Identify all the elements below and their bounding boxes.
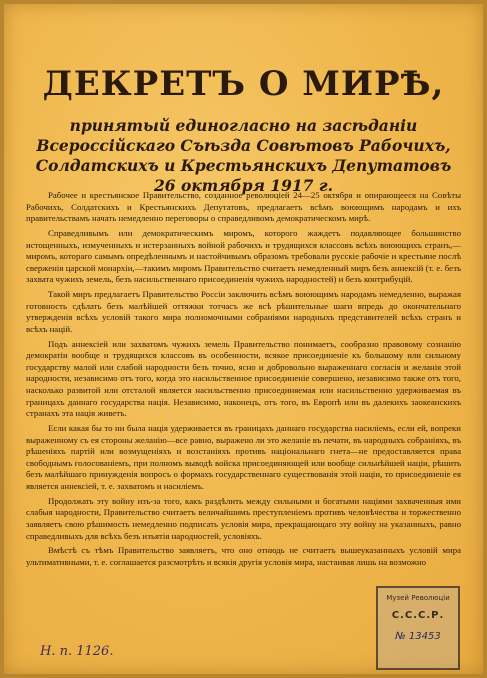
- stamp-line-number: № 13453: [395, 631, 441, 642]
- paragraph: Рабочее и крестьянское Правительство, созданное революціей 24—25 октября и опирающееся на Совѣты Рабочихъ, Солдатскихъ и Крестьянскихъ Депутатовъ, предлагаетъ всѣмъ воюющимъ народамъ и ихъ правительствамъ начать немедленно переговоры о справедливомъ демократическомъ мирѣ.: [26, 190, 461, 224]
- paragraph: Такой миръ предлагаетъ Правительство Россіи заключить всѣмъ воюющимъ народамъ немедленно, выражая готовность сдѣлать безъ малѣйшей оттяжки тотчасъ же всѣ рѣшительные шаги впредь до окончательнаго утвержденія всѣхъ условій такого мира полномочными собраніями народныхъ представителей всѣхъ странъ и всѣхъ націй.: [26, 289, 461, 334]
- decree-body: [26, 190, 461, 572]
- decree-sheet: [4, 4, 483, 674]
- stamp-line-museum: Музей Революціи: [386, 594, 450, 602]
- stamp-line-country: С.С.С.Р.: [391, 610, 445, 621]
- document-title: ДЕКРЕТЪ О МИРѢ,: [42, 64, 445, 104]
- paragraph: Справедливымъ или демократическимъ миромъ, которого жаждетъ подавляющее большинство истощенныхъ, измученныхъ и истерзанныхъ войной рабочихъ и трудящихся классовъ всѣхъ воюющихъ странъ,—миромъ, котораго самымъ опредѣленнымъ и настойчивымъ образомъ требовали русскіе рабочіе и крестьяне послѣ сверженія царской монархіи,—такимъ миромъ Правительство считаетъ немедленный миръ безъ аннексій (т. е. безъ захвата чужихъ земель, безъ насильственнаго присоединенія чужихъ народностей) и безъ контрибуцій.: [26, 227, 461, 285]
- paragraph: Вмѣстѣ съ тѣмъ Правительство заявляетъ, что оно отнюдь не считаетъ вышеуказанныхъ условій мира ультимативными, т. е. соглашается разсмотрѣть и всякія другія условія мира, настаивая лишь на возможно: [26, 545, 461, 567]
- paragraph: Если какая бы то ни была нація удерживается въ границахъ даннаго государства насиліемъ, если ей, вопреки выраженному съ ея стороны желанію—все равно, выражено ли это желаніе въ печати, въ народныхъ собраніяхъ, въ рѣшеніяхъ партій или возмущеніяхъ и возстаніяхъ противъ національнаго гнета—не предоставляется права свободнымъ голосованіемъ, при полномъ выводѣ войска присоединяющей или вообще сильнѣйшей націи, рѣшить безъ малѣйшаго принужденія вопросъ о формахъ государственнаго существованія этой націи, то присоединеніе ея является аннексіей, т. е. захватомъ и насиліемъ.: [26, 423, 461, 491]
- handwritten-inventory-note: Н. п. 1126.: [40, 644, 114, 659]
- museum-stamp: [376, 586, 460, 670]
- paragraph: Продолжать эту войну изъ-за того, какъ раздѣлить между сильными и богатыми націями захваченныя ими слабыя народности, Правительство считаетъ величайшимъ преступленіемъ противъ человѣчества и торжественно заявляетъ свою рѣшимость немедленно подписать условія мира, прекращающаго эту войну на указанныхъ, равно справедливыхъ для всѣхъ безъ изъятія народностей, условіяхъ.: [26, 495, 461, 541]
- paragraph: Подъ аннексіей или захватомъ чужихъ земель Правительство понимаетъ, сообразно правовому сознанію демократіи вообще и трудящихся классовъ въ особенности, всякое присоединеніе къ большому или сильному государству малой или слабой народности безъ точно, ясно и добровольно выраженнаго согласія и желанія этой народности, независимо отъ того, когда это насильственное присоединеніе совершено, независимо также отъ того, насколько развитой или отсталой является насильственно присоединяемая или насильственно удерживаемая въ границахъ даннаго государства нація. Независимо, наконецъ, отъ того, въ Европѣ или въ далекихъ заокеанскихъ странахъ эта нація живетъ.: [26, 338, 461, 419]
- document-subtitle: принятый единогласно на засѣданіи Всероссійскаго Съѣзда Совѣтовъ Рабочихъ, Солдатскихъ и Крестьянскихъ Депутатовъ 26 октября 1917 г.: [35, 116, 452, 195]
